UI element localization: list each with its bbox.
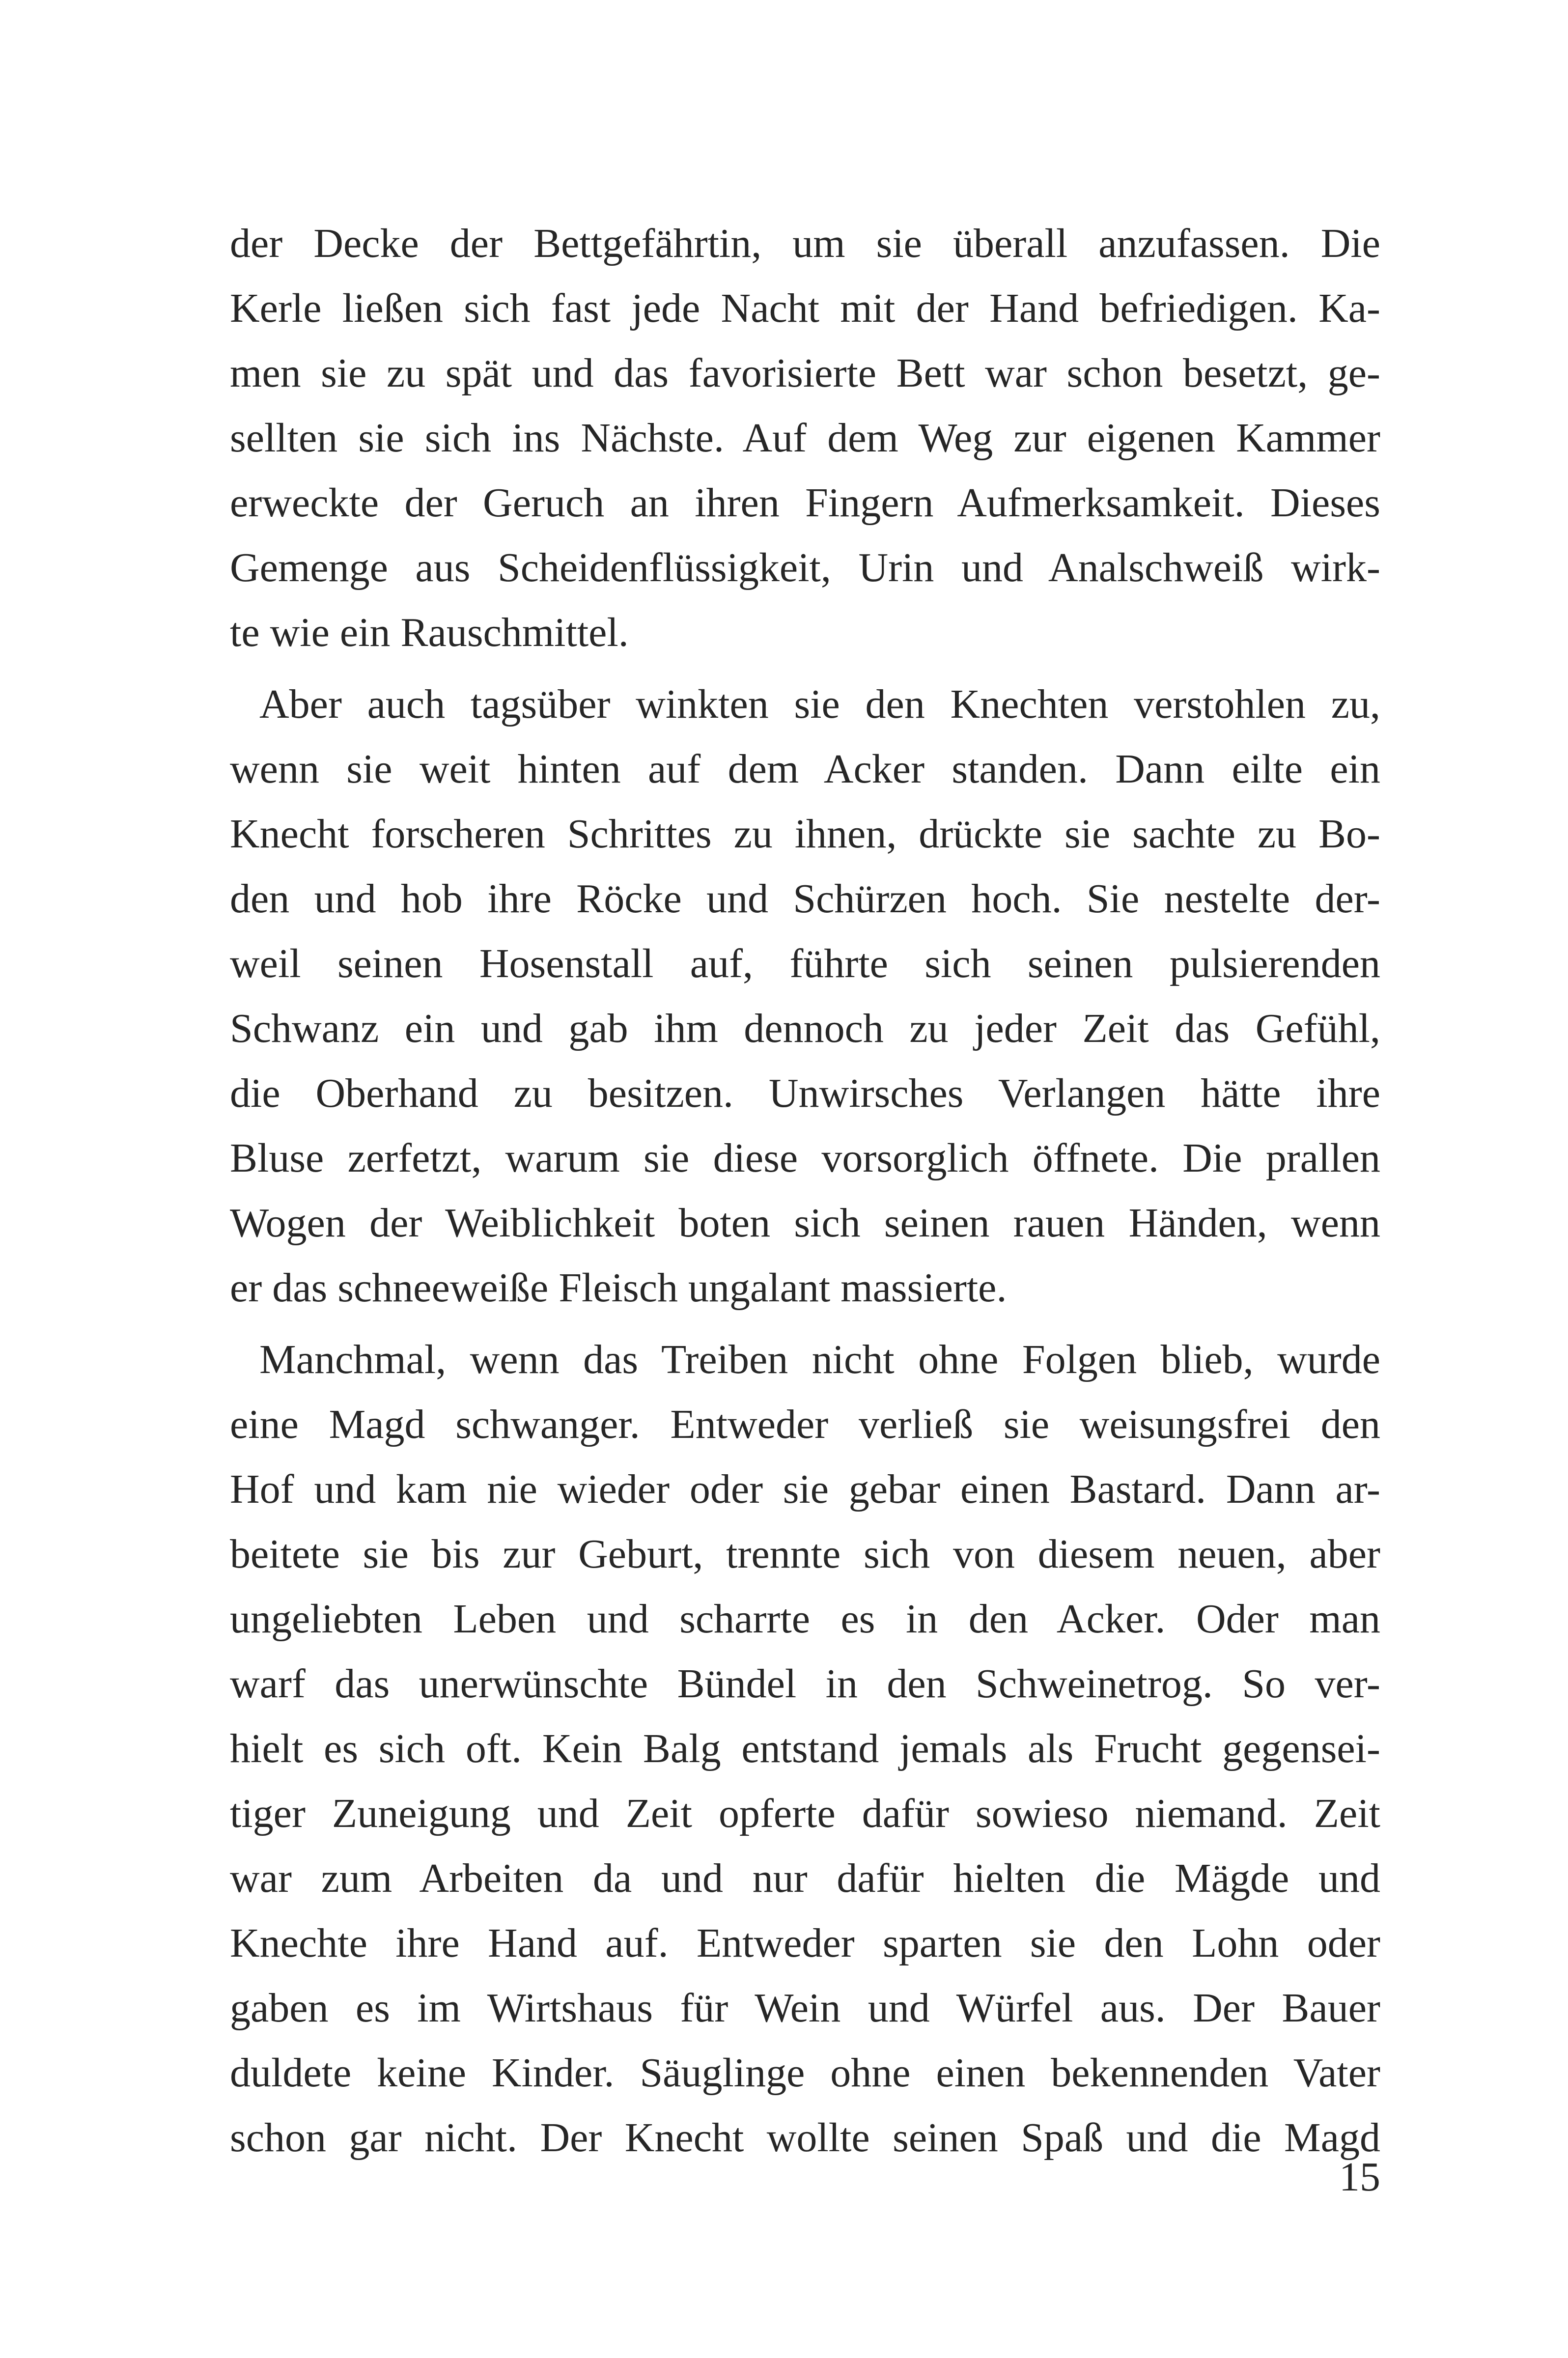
text-line: eine Magd schwanger. Entweder verließ sie weisungsfrei den	[230, 1402, 1380, 1447]
text-line: Aber auch tagsüber winkten sie den Knechten verstohlen zu,	[259, 681, 1380, 727]
text-line: den und hob ihre Röcke und Schürzen hoch. Sie nestelte der-	[230, 876, 1380, 922]
text-line: beitete sie bis zur Geburt, trennte sich von diesem neuen, aber	[230, 1531, 1380, 1577]
text-line: gaben es im Wirtshaus für Wein und Würfel aus. Der Bauer	[230, 1985, 1380, 2031]
text-line: men sie zu spät und das favorisierte Bett war schon besetzt, ge-	[230, 350, 1380, 396]
page-number: 15	[1339, 2154, 1380, 2200]
text-line: erweckte der Geruch an ihren Fingern Aufmerksamkeit. Dieses	[230, 480, 1380, 526]
text-line: warf das unerwünschte Bündel in den Schweinetrog. So ver-	[230, 1661, 1380, 1707]
text-line: Manchmal, wenn das Treiben nicht ohne Folgen blieb, wurde	[259, 1337, 1380, 1382]
text-line: schon gar nicht. Der Knecht wollte seinen Spaß und die Magd	[230, 2115, 1380, 2161]
text-line: er das schneeweiße Fleisch ungalant massierte.	[230, 1265, 1007, 1311]
text-line: Gemenge aus Scheidenflüssigkeit, Urin und Analschweiß wirk-	[230, 545, 1380, 590]
text-line: war zum Arbeiten da und nur dafür hielten die Mägde und	[230, 1855, 1380, 1901]
text-line: die Oberhand zu besitzen. Unwirsches Verlangen hätte ihre	[230, 1070, 1380, 1116]
text-line: Bluse zerfetzt, warum sie diese vorsorglich öffnete. Die prallen	[230, 1135, 1380, 1181]
text-line: Kerle ließen sich fast jede Nacht mit der Hand befriedigen. Ka-	[230, 285, 1380, 331]
text-line: duldete keine Kinder. Säuglinge ohne einen bekennenden Vater	[230, 2050, 1380, 2096]
text-line: te wie ein Rauschmittel.	[230, 610, 629, 655]
text-line: ungeliebten Leben und scharrte es in den Acker. Oder man	[230, 1596, 1380, 1642]
text-line: Hof und kam nie wieder oder sie gebar einen Bastard. Dann ar-	[230, 1466, 1380, 1512]
text-line: hielt es sich oft. Kein Balg entstand jemals als Frucht gegensei-	[230, 1726, 1380, 1771]
text-line: Knechte ihre Hand auf. Entweder sparten sie den Lohn oder	[230, 1920, 1380, 1966]
body-text	[230, 211, 1380, 2170]
text-line: Schwanz ein und gab ihm dennoch zu jeder Zeit das Gefühl,	[230, 1006, 1380, 1051]
text-line: tiger Zuneigung und Zeit opferte dafür sowieso niemand. Zeit	[230, 1791, 1380, 1836]
text-line: wenn sie weit hinten auf dem Acker standen. Dann eilte ein	[230, 746, 1380, 792]
paragraph	[230, 211, 1380, 665]
text-line: der Decke der Bettgefährtin, um sie überall anzufassen. Die	[230, 221, 1380, 266]
paragraph	[230, 672, 1380, 1320]
text-line: Wogen der Weiblichkeit boten sich seinen rauen Händen, wenn	[230, 1200, 1380, 1246]
text-line: sellten sie sich ins Nächste. Auf dem Weg zur eigenen Kammer	[230, 415, 1380, 461]
paragraph	[230, 1327, 1380, 2170]
text-line: weil seinen Hosenstall auf, führte sich seinen pulsierenden	[230, 941, 1380, 986]
text-line: Knecht forscheren Schrittes zu ihnen, drückte sie sachte zu Bo-	[230, 811, 1380, 857]
